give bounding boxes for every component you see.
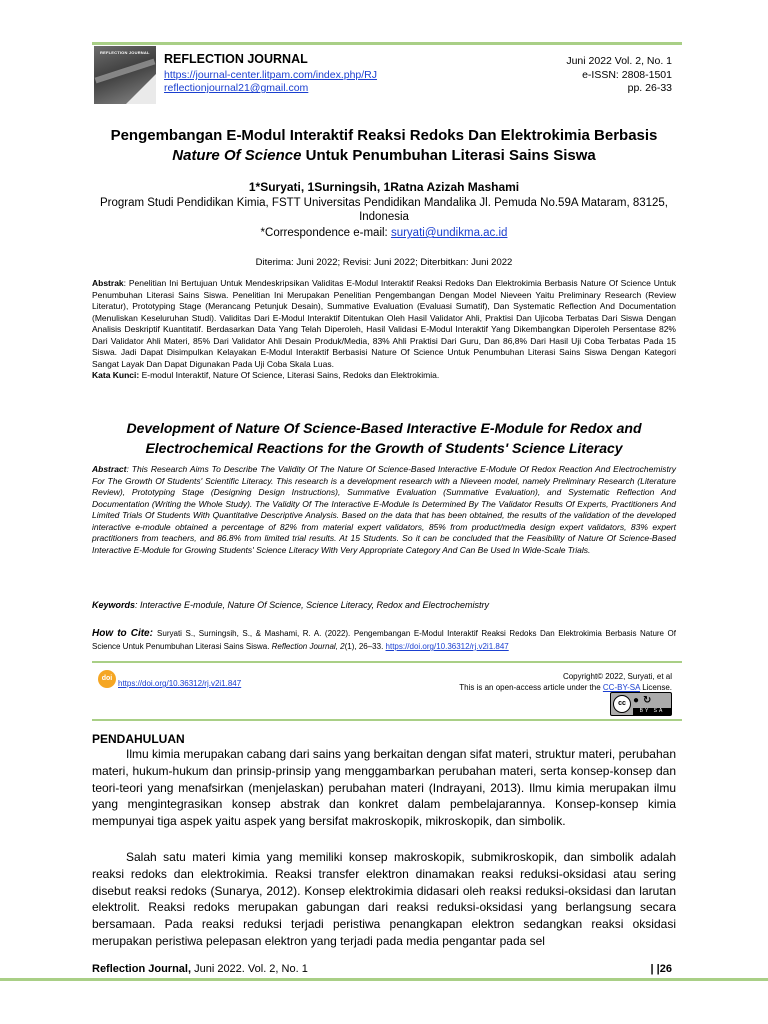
doi-icon: doi bbox=[98, 670, 116, 688]
title-id-line1: Pengembangan E-Modul Interaktif Reaksi Redoks Dan Elektrokimia Berbasis bbox=[110, 127, 658, 144]
title-id-italic: Nature Of Science bbox=[172, 147, 302, 164]
by-sa-strip: BY SA bbox=[633, 708, 671, 715]
kata-kunci-text: E-modul Interaktif, Nature Of Science, Literasi Sains, Redoks dan Elektrokimia. bbox=[139, 370, 440, 380]
copyright-notice bbox=[459, 671, 672, 693]
copyright-prefix: This is an open-access article under the bbox=[459, 683, 603, 692]
copyright-line1: Copyright© 2022, Suryati, et al bbox=[562, 672, 672, 681]
abstrak bbox=[92, 278, 676, 382]
title-en-line2: Electrochemical Reactions for the Growth of Students' Science Literacy bbox=[145, 440, 623, 456]
kata-kunci-label: Kata Kunci: bbox=[92, 370, 140, 380]
citation-divider bbox=[92, 661, 682, 663]
footer-rule bbox=[0, 978, 768, 981]
abstrak-text: : Penelitian Ini Bertujuan Untuk Mendeskripsikan Validitas E-Modul Interaktif Reaksi Redoks Dan Elektrokimia Berbasis Nature Of Science Untuk Penumbuhan Literasi Sains Siswa. Penelitian Ini Merupakan Penelitian Pengembangan Dengan Model Nieveen Yaitu Preliminary Research (Review Literatur), Prototyping Stage (Merancang Petunjuk Desain), Summative Evaluation (Evaluasi Sumatif), Dan Systematic Reflection And Documentation (Menuliskan Keseluruhan Studi). Validitas Dari E-Modul Interaktif Ditentukan Oleh Hasil Validator Ahli, Praktisi Dan Ujicoba Terbatas Dari Siswa Dengan Analisis Deskriptif Kuantitatif. Berdasarkan Data Yang Telah Diperoleh, Hasil Validasi E-Modul Interaktif Yang Dikembangkan Diperoleh Persentase 82% Dari Validator Ahli Materi, 85% Dari Validator Ahli Desain Produk/Media, 83% Ahli Praktisi Dari Guru, Dan 86,8% Dari Hasil Uji Coba Terbatas Pada 15 Siswa. Jadi Dapat Disimpulkan Kelayakan E-Modul Interaktif Berbasisi Nature Of Science Untuk Penumbuhan Literasi Sains Siswa Dengan Kategori Sangat Layak Dan Dapat Digunakan Pada Uji Coba Skala Luas. bbox=[92, 278, 676, 369]
doi-link[interactable]: https://doi.org/10.36312/rj.v2i1.847 bbox=[118, 679, 242, 688]
issn: e-ISSN: 2808-1501 bbox=[582, 69, 672, 81]
how-to-cite-doi-link[interactable]: https://doi.org/10.36312/rj.v2i1.847 bbox=[385, 642, 509, 651]
footer-journal-name: Reflection Journal, bbox=[92, 963, 192, 975]
license-link[interactable]: CC-BY-SA bbox=[602, 683, 640, 692]
affiliation-line2: Indonesia bbox=[359, 211, 409, 223]
footer-issue: Juni 2022. Vol. 2, No. 1 bbox=[191, 963, 308, 975]
article-title-en bbox=[92, 418, 676, 458]
article-dates: Diterima: Juni 2022; Revisi: Juni 2022; Diterbitkan: Juni 2022 bbox=[255, 257, 513, 268]
affiliation bbox=[92, 196, 676, 224]
paragraph-1-text: Ilmu kimia merupakan cabang dari sains yang berkaitan dengan sifat materi, struktur materi, perubahan materi, hukum-hukum dan prinsip-prinsip yang menggambarkan perubahan materi, serta konsep-konsep dan teori-teori yang menafsirkan (menjelaskan) perubahan materi (Indrayani, 2013). Ilmu kimia merupakan ilmu yang mengintegrasikan konsep abstrak dan konkret dalam pembelajarannya. Konsep-konsep kimia mempunyai tiga aspek yaitu aspek yang bersifat makroskopik, mikroskopik, dan simbolik. bbox=[92, 747, 676, 829]
copyright-suffix: License. bbox=[639, 683, 672, 692]
footer-page-number: | |26 bbox=[650, 963, 672, 975]
abstract-label: Abstract bbox=[92, 464, 127, 474]
correspondence-label: *Correspondence e-mail: bbox=[260, 227, 391, 239]
abstract bbox=[92, 464, 676, 556]
cc-icon: cc bbox=[613, 695, 631, 713]
body-paragraph-2 bbox=[92, 849, 676, 950]
how-to-cite bbox=[92, 627, 676, 653]
issue-info: Juni 2022 Vol. 2, No. 1 bbox=[566, 55, 672, 67]
title-id-rest: Untuk Penumbuhan Literasi Sains Siswa bbox=[301, 147, 596, 164]
how-to-cite-journal: Reflection Journal, 2 bbox=[271, 642, 345, 651]
cover-title: REFLECTION JOURNAL bbox=[100, 50, 150, 55]
how-to-cite-label: How to Cite: bbox=[92, 628, 158, 639]
keywords-text: : Interactive E-module, Nature Of Science, Science Literacy, Redox and Electrochemistry bbox=[135, 600, 490, 610]
journal-name: REFLECTION JOURNAL bbox=[164, 52, 308, 66]
by-sa-icons: ●↻ bbox=[633, 695, 656, 706]
affiliation-line1: Program Studi Pendidikan Kimia, FSTT Universitas Pendidikan Mandalika Jl. Pemuda No.59A Mataram, 83125, bbox=[99, 197, 669, 209]
correspondence-email-link[interactable]: suryati@undikma.ac.id bbox=[390, 227, 508, 239]
header-rule bbox=[92, 42, 682, 45]
cc-by-sa-badge-icon[interactable] bbox=[610, 692, 672, 716]
keywords-label: Keywords bbox=[92, 600, 136, 610]
abstrak-label: Abstrak bbox=[92, 278, 124, 288]
abstract-text: : This Research Aims To Describe The Validity Of The Nature Of Science-Based Interactive E-Module Of Redox Reaction And Electrochemistry For The Growth Of Students' Scientific Literacy. This research is a development research with a Nieveen model, namely Preliminary Research (Literature Review), Prototyping Stage (Designing Design Instructions), Summative Evaluation (Summative Evaluation), and Systematic Reflection And Documentation (Writing the Whole Study). The Validity Of The Interactive E-Module Is Determined By The Validator Results Of Experts, Practitioners And Limited Trials Of Students With Quantitative Descriptive Analysis. Based on the data that has been obtained, the results of the validation of the developed interactive e-module obtained a percentage of 82% from material expert validators, 85% from product/media design expert validators, 83% expert practitioners from teachers, and 86.8% from limited trial results. At 15 Students. So it can be concluded that the Feasibility of Nature Of Science-Based Interactive E-Module for Growing Students' Science Literacy With Very Appropriate Category And Can Be Used In Wide-Scale Trials. bbox=[92, 464, 676, 555]
page-range: pp. 26-33 bbox=[627, 82, 672, 94]
keywords bbox=[92, 600, 676, 612]
how-to-cite-issue: (1), 26–33. bbox=[344, 642, 386, 651]
section-title: PENDAHULUAN bbox=[92, 732, 185, 746]
correspondence bbox=[92, 227, 676, 239]
title-id-line2 bbox=[92, 146, 676, 166]
cover-corner bbox=[126, 74, 156, 104]
journal-url-link[interactable]: https://journal-center.litpam.com/index.php/RJ bbox=[164, 69, 378, 81]
author-list: 1*Suryati, 1Surningsih, 1Ratna Azizah Mashami bbox=[248, 180, 520, 194]
body-paragraph-1 bbox=[92, 746, 676, 830]
journal-cover-image bbox=[94, 46, 156, 104]
article-title-id bbox=[92, 126, 676, 166]
title-en-line1: Development of Nature Of Science-Based Interactive E-Module for Redox and bbox=[126, 420, 642, 436]
journal-email-link[interactable]: reflectionjournal21@gmail.com bbox=[164, 82, 309, 94]
footer-journal bbox=[92, 963, 308, 975]
header-divider-bottom bbox=[92, 719, 682, 721]
paragraph-2-text: Salah satu materi kimia yang memiliki konsep makroskopik, submikroskopik, dan simbolik adalah reaksi redoks dan elektrokimia. Reaksi transfer elektron dinamakan reaksi reduksi-oksidasi atau sering disebut reaksi redoks (Sunarya, 2012). Konsep elektrokimia didasari oleh reaksi reduksi-oksidasi dan larutan elektrolit. Reaksi redoks merupakan gabungan dari reaksi reduksi-oksidasi yang berlangsung secara bersamaan. Pada reaksi reduksi terjadi peristiwa penangkapan elektron sedangkan reaksi oksidasi merupakan peristiwa pelepasan elektron yang terjadi pada media pengantar pada sel bbox=[92, 850, 676, 948]
how-to-cite-text: Suryati S., Surningsih, S., & Mashami, R. A. (2022). Pengembangan E-Modul Interaktif Reaksi Redoks Dan Elektrokimia Berbasis Nature Of Science Untuk Penumbuhan Literasi Sains Siswa. bbox=[92, 629, 676, 651]
